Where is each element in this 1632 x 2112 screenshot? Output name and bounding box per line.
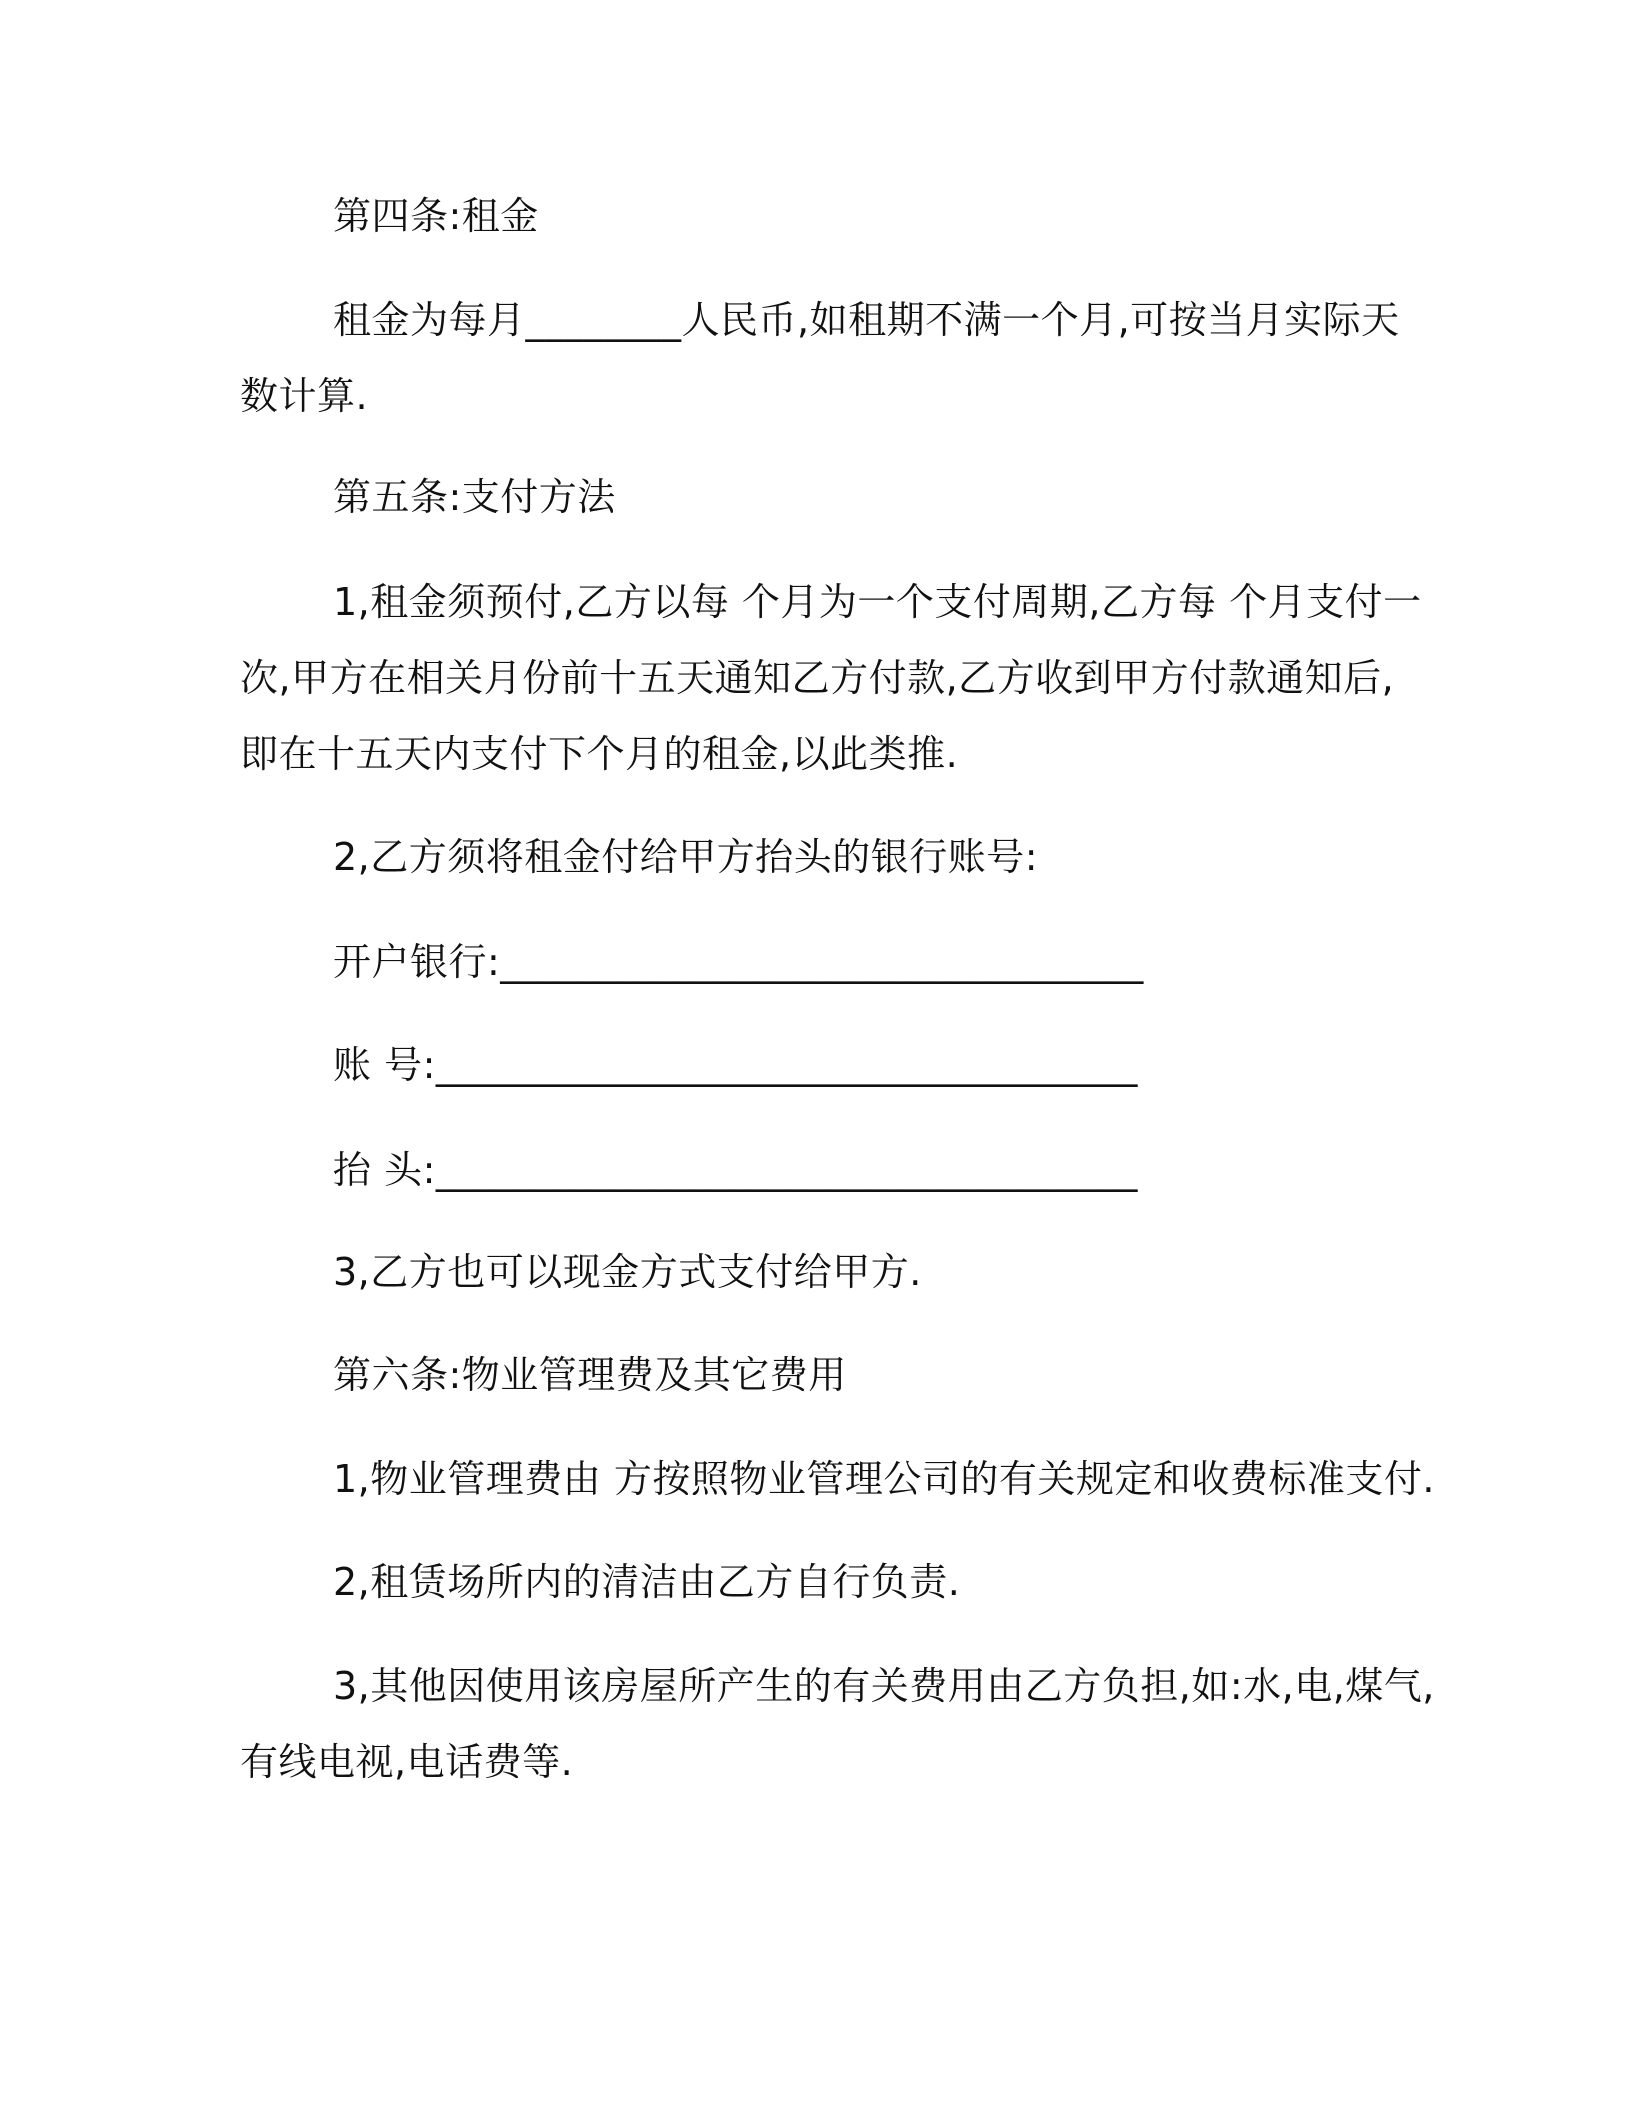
rent-amount-line-1: 租金为每月________人民币,如租期不满一个月,可按当月实际天 (333, 298, 1400, 342)
payment-clause-1-line-1: 1,租金须预付,乙方以每 个月为一个支付周期,乙方每 个月支付一 (333, 580, 1422, 624)
article-5-heading: 第五条:支付方法 (333, 475, 616, 519)
article-6-heading: 第六条:物业管理费及其它费用 (333, 1353, 847, 1397)
fees-clause-3-line-2: 有线电视,电话费等. (240, 1740, 574, 1784)
payment-clause-1-line-2: 次,甲方在相关月份前十五天通知乙方付款,乙方收到甲方付款通知后, (240, 656, 1395, 700)
account-number-field: 账 号:____________________________________ (333, 1043, 1138, 1087)
payment-clause-2: 2,乙方须将租金付给甲方抬头的银行账号: (333, 835, 1039, 879)
payment-clause-3: 3,乙方也可以现金方式支付给甲方. (333, 1250, 922, 1294)
fees-clause-2: 2,租赁场所内的清洁由乙方自行负责. (333, 1560, 961, 1604)
fees-clause-3-line-1: 3,其他因使用该房屋所产生的有关费用由乙方负担,如:水,电,煤气, (333, 1664, 1435, 1708)
bank-name-field: 开户银行:_________________________________ (333, 940, 1144, 984)
article-4-heading: 第四条:租金 (333, 194, 539, 238)
payment-clause-1-line-3: 即在十五天内支付下个月的租金,以此类推. (240, 732, 959, 776)
fees-clause-1: 1,物业管理费由 方按照物业管理公司的有关规定和收费标准支付. (333, 1457, 1435, 1501)
rent-amount-line-2: 数计算. (240, 374, 369, 418)
account-holder-field: 抬 头:____________________________________ (333, 1148, 1138, 1192)
